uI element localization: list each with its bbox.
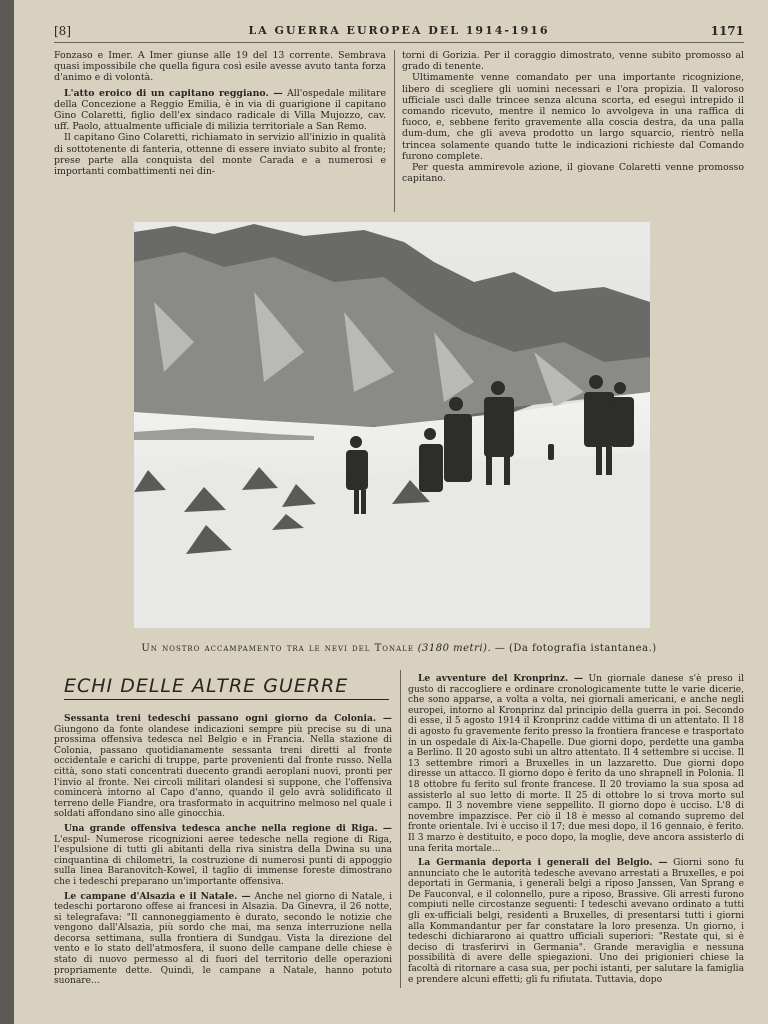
article-text: Ultimamente venne comandato per una importante ricognizione, libero di scegliere gli uomini necessari e l'ora propizia. Il valoroso ufficiale uscì dalle trincee senza alcuna scorta, ed eseguì intrepido il comando ricevuto, mentre il nemico lo avvolgeva in una raffica di fuoco, e, sebbene ferito gravemente alla coscia destra, da una palla dum-dum, che gli aveva prodotto un largo squarcio, rientrò nella trincea solamente quando tutte le indicazioni richieste dal Comando furono complete. <box>402 72 744 162</box>
magazine-page <box>14 0 768 1024</box>
news-heading: Le avventure del Kronprinz. — <box>418 673 583 684</box>
running-head <box>54 20 744 43</box>
caption-credit: — (Da fotografia istantanea.) <box>494 643 657 654</box>
article-text: torni di Gorizia. Per il coraggio dimostrato, venne subito promosso al grado di tenente. <box>402 50 744 73</box>
section-title: ECHI DELLE ALTRE GUERRE <box>64 675 389 700</box>
news-text: Un giornale danese s'è preso il gusto di raccogliere e ordinare cronologicamente tutte le varie dicerie, che sono apparse, a volta a volta, nei giornali americani, e anche negli europei, intorno al Kronprinz dal principio della guerra in poi. Secondo di esse, il 5 agosto 1914 il Kronprinz cadde vittima di un attentato. Il 18 di agosto fu gravemente ferito presso la frontiera francese e trasportato in un ospedale di Aix-la-Chapelle. Due giorni dopo, perdette una gamba a Berlino. Il 20 agosto subì un altro attentato. Il 4 settembre si uccise. Il 13 settembre rimorì a Bruxelles in un lazzaretto. Due giorni dopo diresse un attacco. Il giorno dopo è ferito da uno shrapnell in Polonia. Il 18 ottobre fu ferito sul fronte francese. Il 20 troviamo la sua sposa ad assisterlo al suo letto di morte. Il 25 di ottobre lo si trova morto sul campo. Il 3 novembre viene seppellito. Il giorno dopo è ucciso. L'8 di novembre impazzisce. Per ciò il 18 è messo al comando supremo del fronte orientale. Ivi è ucciso il 17; due mesi dopo, il 16 gennaio, è ferito. Il 3 marzo è destituito, e poco dopo, la moglie, deve ancora assisterlo di una ferita mortale... <box>408 674 744 854</box>
article-text: Il capitano Gino Colaretti, richiamato in servizio all'inizio in qualità di sottotenente di fanteria, ottenne di essere inviato subito al fronte; prese parte alla conquista del monte Carada e a numerosi e importanti combattimenti nei din- <box>54 132 386 178</box>
bottom-right-column <box>408 670 744 985</box>
caption-altitude: (3180 metri). <box>417 643 492 654</box>
top-right-column <box>402 50 744 184</box>
page-number: 1171 <box>710 24 744 38</box>
article-text: All'ospedale militare della Concezione a Reggio Emilia, è in via di guarigione il capitano Gino Colaretti, figlio dell'ex sindaco radicale di Villa Mujozzo, cav. uff. Paolo, attualmente ufficiale di milizia territoriale a San Remo. <box>54 87 387 133</box>
column-divider <box>394 50 395 212</box>
publication-title: LA GUERRA EUROPEA DEL 1914-1916 <box>248 24 550 37</box>
photo-illustration <box>134 222 650 628</box>
news-heading: La Germania deporta i generali del Belgio. — <box>418 857 668 869</box>
bottom-left-column <box>54 710 392 987</box>
page-number-left: [8] <box>54 24 71 38</box>
news-heading: Sessanta treni tedeschi passano ogni giorno da Colonia. — <box>64 713 392 724</box>
snow-camp-photo <box>134 222 650 628</box>
news-heading: Le campane d'Alsazia e il Natale. — <box>64 890 251 902</box>
news-heading: Una grande offensiva tedesca anche nella regione di Riga. — <box>64 822 392 834</box>
photo-caption <box>54 643 744 654</box>
column-divider <box>400 670 401 988</box>
article-text: Per questa ammirevole azione, il giovane Colaretti venne promosso capitano. <box>402 162 744 185</box>
caption-main: Un nostro accampamento tra le nevi del Tonale <box>141 643 414 654</box>
news-text: Giungono da fonte olandese indicazioni sempre più precise su di una prossima offensiva tedesca nel Belgio e in Francia. Nella stazione di Colonia, passano quotidianamente sessanta treni diretti al fronte occidentale e carichi di truppe, parte provenienti dal fronte russo. Nella città, sono stati concentrati duecento grandi aeroplani nuovi, pronti per l'invio al fronte. Nei circoli militari olandesi si suppone, che l'offensiva comincerà intorno al Capo d'anno, quando il gelo avrà solidificato il terreno delle Fiandre, ora trasformato in acquitrino melmoso nel quale i soldati affondano sino alle ginocchia. <box>54 724 392 820</box>
article-heading: L'atto eroico di un capitano reggiano. — <box>64 87 283 99</box>
news-text: L'espul- Numerose ricognizioni aeree tedesche nella regione di Riga, l'espulsione di tutti gli abitanti della riva sinistra della Dwina su una cinquantina di chilometri, la costruzione di numerosi punti di appoggio sulla linea Baranovitch-Kowel, il taglio di immense foreste dimostrano che i tedeschi preparano un'importante offensiva. <box>54 834 392 887</box>
news-text: Anche nel giorno di Natale, i tedeschi portarono offese ai francesi in Alsazia. Da Ginevra, il 26 notte, si telegrafava: "Il cannoneggiamento è durato, secondo le notizie che vengono dall'Alsazia, più sordo che mai, ma senza interruzione nella decorsa settimana, sulla frontiera di Sundgau. Vista la direzione del vento e lo stato dell'atmosfera, il suono delle campane delle chiese è stato di nuovo permesso al di fuori del territorio delle operazioni propriamente dette. Quindi, le campane a Natale, hanno potuto suonare... <box>54 891 392 987</box>
news-text: Giorni sono fu annunciato che le autorità tedesche avevano arrestati a Bruxelles, e poi deportati in Germania, i generali belgi a riposo Janssen, Van Sprang e De Fauconval, e il colonnello, pure a riposo, Brassive. Gli arresti furono compiuti nelle circostanze seguenti: I tedeschi avevano ordinato a tutti gli ex-ufficiali belgi, residenti a Bruxelles, di presentarsi tutti i giorni alla Kommandantur per far constatare la loro presenza. Un giorno, i tedeschi dichiararono ai quattro ufficiali superiori: "Restate qui, si è deciso di trasferirvi in Germania". Grande meraviglia e nessuna possibilità di avere delle spiegazioni. Uno dei prigionieri chiese la facoltà di ritornare a casa sua, per pochi istanti, per salutare la famiglia e prendere alcuni effetti; gli fu rifiutata. Tuttavia, dopo <box>408 858 744 985</box>
intro-paragraph: Fonzaso e Imer. A Imer giunse alle 19 del 13 corrente. Sembrava quasi impossibile che quella figura così esile avesse avuto tanta forza d'animo e di volontà. <box>54 50 386 84</box>
top-left-column <box>54 50 386 177</box>
